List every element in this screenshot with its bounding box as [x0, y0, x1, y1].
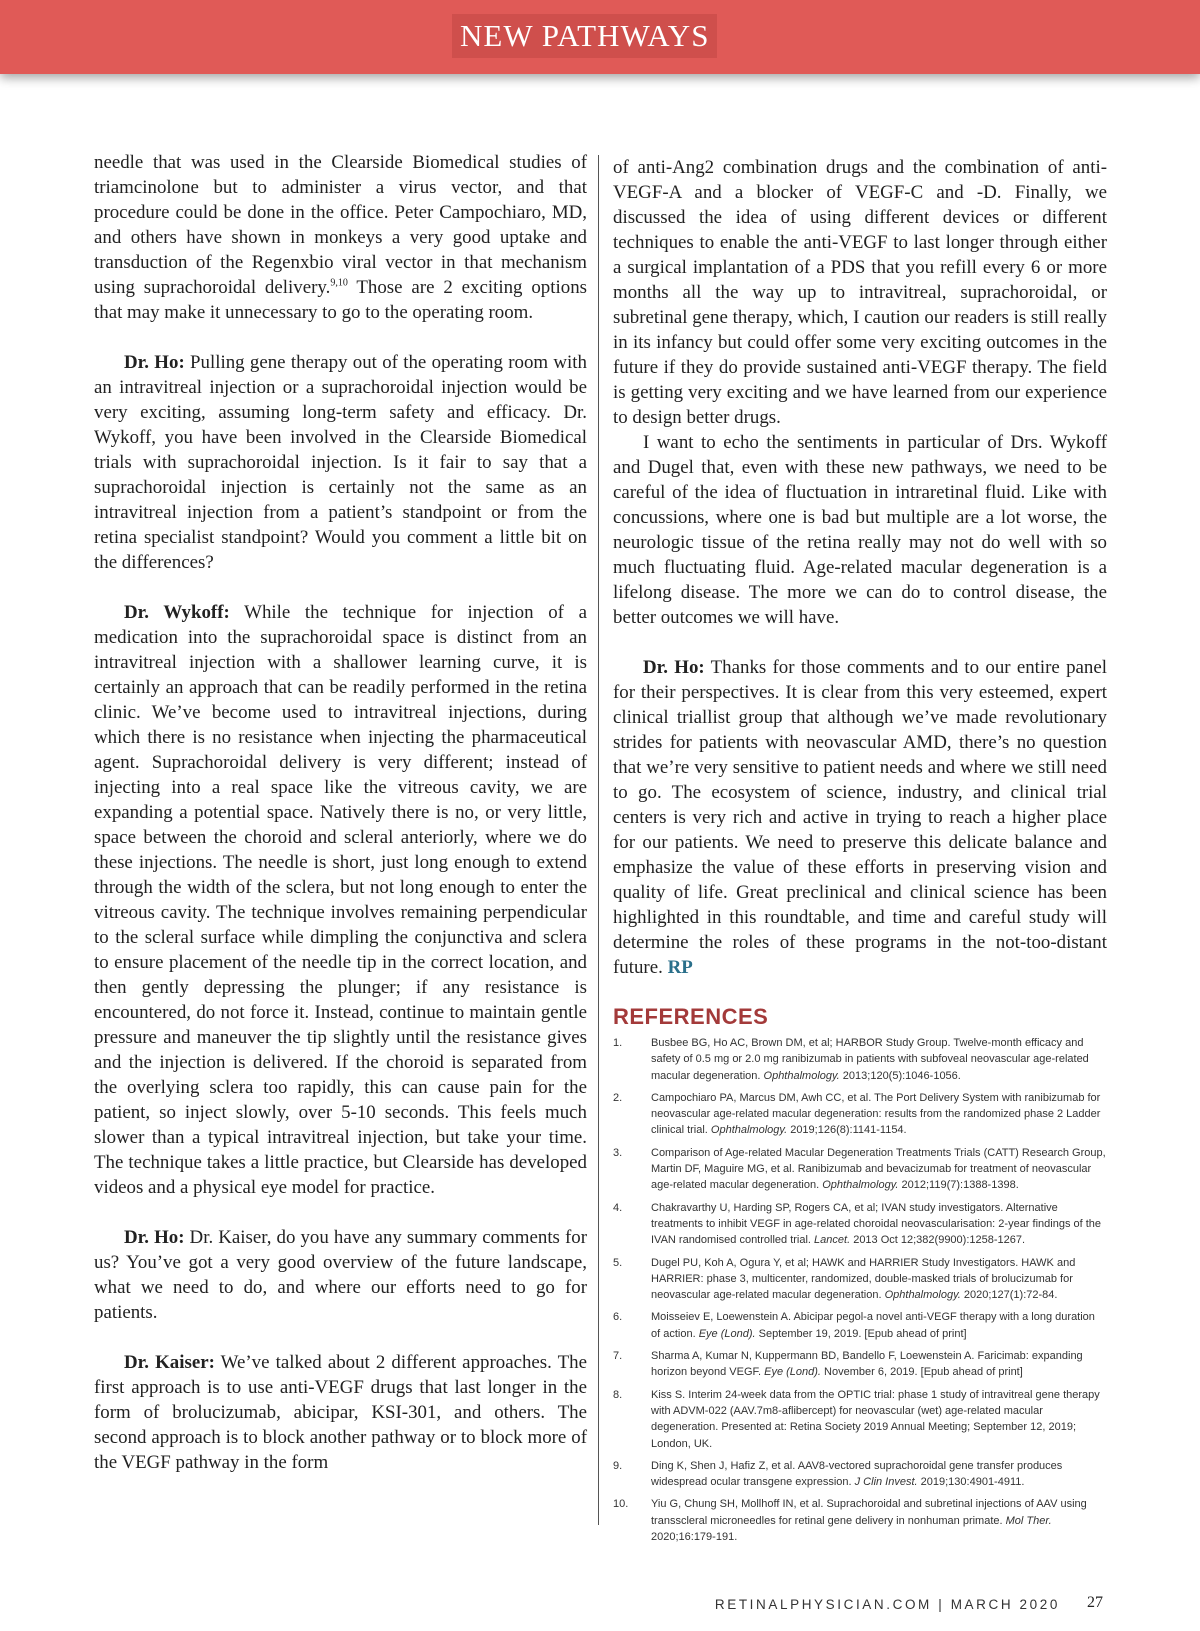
reference-number: 2. — [613, 1091, 623, 1104]
paragraph-text: We’ve talked about 2 different approaches. The first approach is to use anti-VEGF drugs that last longer in the form of brolucizumab, abicipar, KSI-301, and others. The second approach is to block another pathway or to block more of the VEGF pathway in the form — [94, 1352, 587, 1473]
paragraph-text: While the technique for injection of a medication into the suprachoroidal space is distinct from an intravitreal injection with a shallower learning curve, it is certainly an approach that can be readily performed in the retina clinic. We’ve become used to intravitreal injections, during which there is no resistance when injecting the pharmaceutical agent. Suprachoroidal delivery is very different; instead of injecting into a real space like the vitreous cavity, we are expanding a potential space. Natively there is no, or very little, space between the choroid and scleral anteriorly, where we do these injections. The needle is short, just long enough to extend through the width of the sclera, but not long enough to enter the vitreous cavity. The technique involves remaining perpendicular to the scleral surface while dimpling the conjunctiva and sclera to ensure placement of the needle tip in the correct location, and then gently depressing the plunger; if any resistance is encountered, do not force it. Instead, continue to maintain gentle pressure and maneuver the tip slightly until the resistance gives and the injection is delivered. If the choroid is separated from the overlying sclera too rapidly, this can cause pain for the patient, so inject slowly, over 5-10 seconds. This feels much slower than a typical intravitreal injection, but take your time. The technique takes a little practice, but Clearside has developed videos and a physical eye model for practice. — [94, 602, 587, 1198]
reference-number: 10. — [613, 1498, 629, 1511]
reference-text: Campochiaro PA, Marcus DM, Awh CC, et al. The Port Delivery System with ranibizumab for neovascular age-related macular degeneration: results from the randomized phase 2 Ladder clinical trial. — [651, 1091, 1101, 1137]
reference-item — [613, 1458, 1107, 1491]
reference-journal: Ophthalmology. — [822, 1179, 899, 1192]
reference-journal: Ophthalmology. — [884, 1289, 961, 1302]
reference-details: 2013;120(5):1046-1056. — [839, 1069, 961, 1082]
reference-number: 6. — [613, 1311, 623, 1324]
paragraph-kaiser-continuation: of anti-Ang2 combination drugs and the combination of anti-VEGF-A and a blocker of VEGF-C and -D. Finally, we discussed the idea of using different devices or different techniques to enable the anti-VEGF to last longer through either a surgical implantation of a PDS that you refill every 6 or more months all the way up to intravitreal, suprachoroidal, or subretinal gene therapy, which, I caution our readers is still really in its infancy but could offer some very exciting outcomes in the future if they do provide sustained anti-VEGF therapy. The field is getting very exciting and we have learned from our experience to design better drugs. — [613, 157, 1107, 428]
reference-item — [613, 1348, 1107, 1381]
column-divider — [598, 155, 599, 1525]
reference-journal: Eye (Lond). — [698, 1327, 756, 1340]
references-heading: REFERENCES — [613, 1004, 769, 1029]
reference-text: Sharma A, Kumar N, Kuppermann BD, Bandello F, Loewenstein A. Faricimab: expanding horizon beyond VEGF. — [651, 1350, 1083, 1379]
section-title: NEW PATHWAYS — [452, 14, 717, 58]
reference-number: 7. — [613, 1350, 623, 1363]
reference-text: Moisseiev E, Loewenstein A. Abicipar pegol-a novel anti-VEGF therapy with a long duration of action. — [651, 1311, 1095, 1340]
reference-journal: Eye (Lond). — [764, 1366, 821, 1379]
paragraph-text: Those are 2 exciting options that may make it unnecessary to go to the operating room. — [94, 277, 587, 323]
reference-item — [613, 1090, 1107, 1139]
reference-item — [613, 1309, 1107, 1342]
reference-item — [613, 1496, 1107, 1545]
speaker-label: Dr. Ho: — [124, 352, 185, 373]
paragraph-ho-closing — [613, 655, 1107, 980]
speaker-label: Dr. Kaiser: — [124, 1352, 215, 1373]
reference-item — [613, 1387, 1107, 1452]
reference-details: 2019;130:4901-4911. — [917, 1476, 1025, 1489]
reference-item — [613, 1255, 1107, 1304]
page-number: 27 — [1087, 1594, 1103, 1611]
reference-details: 2012;119(7):1388-1398. — [898, 1179, 1019, 1192]
speaker-label: Dr. Ho: — [643, 657, 705, 678]
reference-journal: J Clin Invest. — [854, 1476, 918, 1489]
paragraph-kaiser — [94, 1350, 587, 1475]
reference-details: 2019;126(8):1141-1154. — [787, 1124, 907, 1137]
reference-journal: Ophthalmology. — [710, 1124, 788, 1137]
reference-text: Busbee BG, Ho AC, Brown DM, et al; HARBOR Study Group. Twelve-month efficacy and safety of 0.5 mg or 2.0 mg ranibizumab in patients with subfoveal neovascular age-related macular degeneration. — [651, 1037, 1089, 1082]
reference-details: September 19, 2019. [Epub ahead of print] — [755, 1327, 967, 1340]
reference-item — [613, 1200, 1107, 1249]
reference-text: Yiu G, Chung SH, Mollhoff IN, et al. Suprachoroidal and subretinal injections of AAV using transscleral microneedles for retinal gene delivery in nonhuman primate. — [651, 1498, 1087, 1527]
reference-journal: Mol Ther. — [1005, 1514, 1052, 1527]
paragraph-kaiser-echo: I want to echo the sentiments in particular of Drs. Wykoff and Dugel that, even with these new pathways, we need to be careful of the idea of fluctuation in intraretinal fluid. Like with concussions, where one is bad but multiple are a lot worse, the neurologic tissue of the retina really may not do well with so much fluctuating fluid. Age-related macular degeneration is a lifelong disease. The more we can do to control disease, the better outcomes we will have. — [613, 432, 1107, 628]
reference-text: Kiss S. Interim 24-week data from the OPTIC trial: phase 1 study of intravitreal gene therapy with ADVM-022 (AAV.7m8-aflibercept) for neovascular (wet) age-related macular degeneration. Presented at: Retina Society 2019 Annual Meeting; September 12, 2019; London, UK. — [651, 1388, 1100, 1450]
paragraph-text: needle that was used in the Clearside Biomedical studies of triamcinolone but to administer a virus vector, and that procedure could be done in the office. Peter Campochiaro, MD, and others have shown in monkeys a very good uptake and transduction of the Regenxbio viral vector in that mechanism using suprachoroidal delivery. — [94, 152, 587, 298]
citation-superscript: 9,10 — [330, 277, 348, 289]
reference-number: 1. — [613, 1037, 623, 1049]
paragraph-continuation — [94, 150, 587, 325]
reference-journal: Lancet. — [814, 1234, 851, 1247]
paragraph-text: Dr. Kaiser, do you have any summary comments for us? You’ve got a very good overview of the future landscape, what we need to do, and where our efforts need to go for patients. — [94, 1227, 587, 1323]
paragraph-wykoff — [94, 600, 587, 1200]
left-column — [94, 150, 587, 1475]
reference-details: 2013 Oct 12;382(9900):1258-1267. — [850, 1234, 1026, 1247]
reference-text: Comparison of Age-related Macular Degeneration Treatments Trials (CATT) Research Group, Martin DF, Maguire MG, et al. Ranibizumab and bevacizumab for treatment of neovascular age-related macular degeneration. — [651, 1146, 1106, 1192]
reference-text: Chakravarthy U, Harding SP, Rogers CA, et al; IVAN study investigators. Alternative treatments to inhibit VEGF in age-related choroidal neovascularisation: 2-year findings of the IVAN randomised controlled trial. — [651, 1201, 1102, 1247]
reference-text: Dugel PU, Koh A, Ogura Y, et al; HAWK and HARRIER Study Investigators. HAWK and HARRIER: phase 3, multicenter, randomized, double-masked trials of brolucizumab for neovascular age-related macular degeneration. — [651, 1256, 1076, 1302]
reference-text: Ding K, Shen J, Hafiz Z, et al. AAV8-vectored suprachoroidal gene transfer produces widespread ocular transgene expression. — [651, 1459, 1063, 1489]
reference-number: 3. — [613, 1146, 623, 1159]
end-mark: RP — [667, 957, 693, 978]
reference-number: 5. — [613, 1256, 623, 1269]
speaker-label: Dr. Ho: — [124, 1227, 185, 1248]
reference-details: 2020;16:179-191. — [651, 1531, 738, 1544]
footer-publication: RETINALPHYSICIAN.COM | MARCH 2020 — [714, 1597, 1060, 1612]
reference-number: 4. — [613, 1201, 623, 1214]
paragraph-ho-2 — [94, 1225, 587, 1325]
right-column — [613, 155, 1107, 1551]
reference-details: November 6, 2019. [Epub ahead of print] — [821, 1366, 1023, 1379]
reference-number: 9. — [613, 1459, 623, 1472]
paragraph-text: Pulling gene therapy out of the operating room with an intravitreal injection or a suprachoroidal injection would be very exciting, assuming long-term safety and efficacy. Dr. Wykoff, you have been involved in the Clearside Biomedical trials with suprachoroidal injection. Is it fair to say that a suprachoroidal injection is certainly not the same as an intravitreal injection from a patient’s standpoint or from the retina specialist standpoint? Would you comment a little bit on the differences? — [94, 352, 587, 573]
reference-number: 8. — [613, 1388, 623, 1401]
speaker-label: Dr. Wykoff: — [124, 602, 230, 623]
reference-details: 2020;127(1):72-84. — [960, 1289, 1058, 1302]
paragraph-text: Thanks for those comments and to our entire panel for their perspectives. It is clear from this very esteemed, expert clinical triallist group that although we’ve made revolutionary strides for patients with neovascular AMD, there’s no question that we’re very sensitive to patient needs and where we still need to go. The ecosystem of science, industry, and clinical trial centers is very rich and active in trying to reach a higher place for our patients. We need to preserve this delicate balance and emphasize the value of these efforts in preserving vision and quality of life. Great preclinical and clinical science has been highlighted in this roundtable, and time and careful study will determine the roles of these programs in the not-too-distant future. — [613, 657, 1107, 978]
reference-journal: Ophthalmology. — [763, 1069, 840, 1082]
reference-item — [613, 1145, 1107, 1194]
section-header-band — [0, 0, 1200, 74]
reference-item — [613, 1035, 1107, 1084]
paragraph-ho-1 — [94, 350, 587, 575]
references-list — [613, 1035, 1107, 1545]
